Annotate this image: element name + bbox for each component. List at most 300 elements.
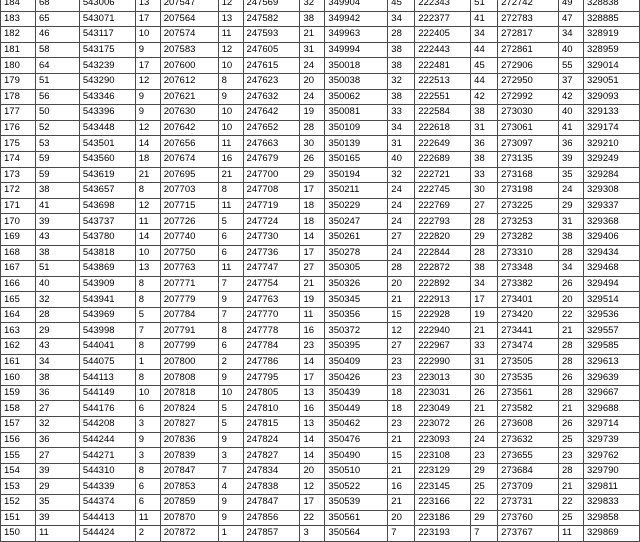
- table-cell[interactable]: 26: [559, 417, 584, 433]
- table-cell[interactable]: 29: [35, 323, 79, 339]
- table-cell[interactable]: 11: [218, 198, 243, 214]
- table-cell[interactable]: 544244: [79, 432, 135, 448]
- table-cell[interactable]: 222343: [415, 0, 471, 11]
- table-cell[interactable]: 350062: [325, 89, 388, 105]
- table-cell[interactable]: 53: [35, 136, 79, 152]
- table-cell[interactable]: 207674: [160, 151, 218, 167]
- table-cell[interactable]: 33: [471, 167, 498, 183]
- table-cell[interactable]: 9: [218, 510, 243, 526]
- table-cell[interactable]: 350439: [325, 385, 388, 401]
- table-cell[interactable]: 222513: [415, 73, 471, 89]
- table-cell[interactable]: 7: [135, 323, 160, 339]
- table-cell[interactable]: 273310: [498, 245, 559, 261]
- table-cell[interactable]: 273608: [498, 417, 559, 433]
- table-cell[interactable]: 543657: [79, 183, 135, 199]
- table-cell[interactable]: 7: [388, 526, 415, 542]
- table-cell[interactable]: 16: [388, 479, 415, 495]
- table-cell[interactable]: 350490: [325, 448, 388, 464]
- table-cell[interactable]: 273282: [498, 229, 559, 245]
- table-cell[interactable]: 350561: [325, 510, 388, 526]
- table-cell[interactable]: 273382: [498, 276, 559, 292]
- table-cell[interactable]: 273135: [498, 151, 559, 167]
- table-cell[interactable]: 543969: [79, 307, 135, 323]
- table-cell[interactable]: 24: [388, 198, 415, 214]
- table-cell[interactable]: 222481: [415, 58, 471, 74]
- table-cell[interactable]: 349904: [325, 0, 388, 11]
- table-cell[interactable]: 350564: [325, 526, 388, 542]
- table-cell[interactable]: 17: [300, 370, 325, 386]
- table-cell[interactable]: 42: [471, 89, 498, 105]
- table-cell[interactable]: 34: [559, 261, 584, 277]
- table-cell[interactable]: 6: [218, 245, 243, 261]
- table-cell[interactable]: 223049: [415, 401, 471, 417]
- table-cell[interactable]: 174: [1, 151, 36, 167]
- table-cell[interactable]: 543396: [79, 105, 135, 121]
- table-cell[interactable]: 222618: [415, 120, 471, 136]
- table-cell[interactable]: 272783: [498, 11, 559, 27]
- table-cell[interactable]: 32: [300, 0, 325, 11]
- table-cell[interactable]: 21: [388, 432, 415, 448]
- table-cell[interactable]: 247834: [243, 463, 300, 479]
- table-cell[interactable]: 28: [559, 339, 584, 355]
- table-cell[interactable]: 329368: [583, 214, 639, 230]
- table-cell[interactable]: 32: [388, 73, 415, 89]
- table-cell[interactable]: 31: [559, 214, 584, 230]
- table-cell[interactable]: 544413: [79, 510, 135, 526]
- table-cell[interactable]: 17: [300, 183, 325, 199]
- table-cell[interactable]: 165: [1, 292, 36, 308]
- table-cell[interactable]: 5: [218, 417, 243, 433]
- table-cell[interactable]: 207547: [160, 0, 218, 11]
- table-cell[interactable]: 222844: [415, 245, 471, 261]
- table-cell[interactable]: 154: [1, 463, 36, 479]
- table-cell[interactable]: 350165: [325, 151, 388, 167]
- table-cell[interactable]: 6: [135, 479, 160, 495]
- table-cell[interactable]: 182: [1, 27, 36, 43]
- table-cell[interactable]: 64: [35, 58, 79, 74]
- table-cell[interactable]: 222967: [415, 339, 471, 355]
- table-cell[interactable]: 35: [559, 167, 584, 183]
- table-cell[interactable]: 329337: [583, 198, 639, 214]
- table-cell[interactable]: 223108: [415, 448, 471, 464]
- table-cell[interactable]: 273767: [498, 526, 559, 542]
- table-cell[interactable]: 24: [300, 58, 325, 74]
- table-cell[interactable]: 350426: [325, 370, 388, 386]
- table-cell[interactable]: 329434: [583, 245, 639, 261]
- table-cell[interactable]: 12: [388, 323, 415, 339]
- table-cell[interactable]: 28: [388, 261, 415, 277]
- table-cell[interactable]: 3: [135, 448, 160, 464]
- table-cell[interactable]: 1: [135, 354, 160, 370]
- table-cell[interactable]: 34: [471, 276, 498, 292]
- table-cell[interactable]: 21: [135, 167, 160, 183]
- table-cell[interactable]: 350018: [325, 58, 388, 74]
- table-cell[interactable]: 29: [471, 229, 498, 245]
- table-cell[interactable]: 222443: [415, 42, 471, 58]
- table-cell[interactable]: 18: [300, 198, 325, 214]
- table-cell[interactable]: 247847: [243, 495, 300, 511]
- table-cell[interactable]: 17: [135, 11, 160, 27]
- table-cell[interactable]: 329667: [583, 385, 639, 401]
- table-cell[interactable]: 543560: [79, 151, 135, 167]
- table-cell[interactable]: 543619: [79, 167, 135, 183]
- table-cell[interactable]: 15: [388, 307, 415, 323]
- table-cell[interactable]: 329133: [583, 105, 639, 121]
- table-cell[interactable]: 16: [300, 401, 325, 417]
- table-cell[interactable]: 329811: [583, 479, 639, 495]
- table-cell[interactable]: 9: [135, 105, 160, 121]
- table-cell[interactable]: 17: [300, 495, 325, 511]
- table-cell[interactable]: 272992: [498, 89, 559, 105]
- table-cell[interactable]: 31: [471, 354, 498, 370]
- table-cell[interactable]: 176: [1, 120, 36, 136]
- table-cell[interactable]: 17: [300, 245, 325, 261]
- table-cell[interactable]: 247700: [243, 167, 300, 183]
- table-cell[interactable]: 167: [1, 261, 36, 277]
- table-cell[interactable]: 33: [388, 105, 415, 121]
- table-cell[interactable]: 350081: [325, 105, 388, 121]
- table-cell[interactable]: 28: [388, 27, 415, 43]
- table-cell[interactable]: 350510: [325, 463, 388, 479]
- table-cell[interactable]: 207695: [160, 167, 218, 183]
- table-cell[interactable]: 34: [388, 120, 415, 136]
- table-cell[interactable]: 543501: [79, 136, 135, 152]
- table-cell[interactable]: 350372: [325, 323, 388, 339]
- table-cell[interactable]: 38: [35, 370, 79, 386]
- table-cell[interactable]: 247838: [243, 479, 300, 495]
- table-cell[interactable]: 207784: [160, 307, 218, 323]
- table-cell[interactable]: 32: [388, 167, 415, 183]
- table-cell[interactable]: 21: [471, 323, 498, 339]
- table-cell[interactable]: 11: [559, 526, 584, 542]
- table-cell[interactable]: 247642: [243, 105, 300, 121]
- table-cell[interactable]: 329536: [583, 307, 639, 323]
- table-cell[interactable]: 45: [471, 58, 498, 74]
- table-cell[interactable]: 27: [35, 401, 79, 417]
- table-cell[interactable]: 544374: [79, 495, 135, 511]
- table-cell[interactable]: 223129: [415, 463, 471, 479]
- table-cell[interactable]: 164: [1, 307, 36, 323]
- table-cell[interactable]: 173: [1, 167, 36, 183]
- table-cell[interactable]: 222584: [415, 105, 471, 121]
- table-cell[interactable]: 8: [135, 183, 160, 199]
- table-cell[interactable]: 222649: [415, 136, 471, 152]
- table-cell[interactable]: 329613: [583, 354, 639, 370]
- table-cell[interactable]: 8: [135, 276, 160, 292]
- table-cell[interactable]: 12: [135, 198, 160, 214]
- table-cell[interactable]: 27: [300, 261, 325, 277]
- table-cell[interactable]: 18: [388, 401, 415, 417]
- table-cell[interactable]: 9: [218, 495, 243, 511]
- table-cell[interactable]: 8: [218, 183, 243, 199]
- table-cell[interactable]: 207703: [160, 183, 218, 199]
- table-cell[interactable]: 28: [559, 354, 584, 370]
- table-cell[interactable]: 10: [135, 27, 160, 43]
- table-cell[interactable]: 23: [388, 370, 415, 386]
- table-cell[interactable]: 544149: [79, 385, 135, 401]
- table-cell[interactable]: 329858: [583, 510, 639, 526]
- table-cell[interactable]: 273561: [498, 385, 559, 401]
- table-cell[interactable]: 544041: [79, 339, 135, 355]
- table-cell[interactable]: 30: [300, 136, 325, 152]
- table-cell[interactable]: 272906: [498, 58, 559, 74]
- table-cell[interactable]: 207740: [160, 229, 218, 245]
- table-cell[interactable]: 272861: [498, 42, 559, 58]
- table-cell[interactable]: 247724: [243, 214, 300, 230]
- table-cell[interactable]: 9: [135, 42, 160, 58]
- table-cell[interactable]: 273655: [498, 448, 559, 464]
- table-cell[interactable]: 207827: [160, 417, 218, 433]
- table-cell[interactable]: 28: [471, 245, 498, 261]
- table-cell[interactable]: 39: [35, 214, 79, 230]
- table-cell[interactable]: 19: [471, 307, 498, 323]
- table-cell[interactable]: 273253: [498, 214, 559, 230]
- table-cell[interactable]: 222689: [415, 151, 471, 167]
- table-cell[interactable]: 16: [300, 323, 325, 339]
- table-cell[interactable]: 329014: [583, 58, 639, 74]
- table-cell[interactable]: 207750: [160, 245, 218, 261]
- table-cell[interactable]: 178: [1, 89, 36, 105]
- table-cell[interactable]: 207824: [160, 401, 218, 417]
- table-cell[interactable]: 23: [559, 448, 584, 464]
- table-cell[interactable]: 14: [300, 354, 325, 370]
- table-cell[interactable]: 28: [559, 245, 584, 261]
- table-cell[interactable]: 153: [1, 479, 36, 495]
- table-cell[interactable]: 65: [35, 11, 79, 27]
- table-cell[interactable]: 7: [471, 526, 498, 542]
- table-cell[interactable]: 51: [35, 261, 79, 277]
- table-cell[interactable]: 45: [388, 0, 415, 11]
- table-cell[interactable]: 41: [471, 11, 498, 27]
- table-cell[interactable]: 543780: [79, 229, 135, 245]
- table-cell[interactable]: 273582: [498, 401, 559, 417]
- table-cell[interactable]: 50: [35, 105, 79, 121]
- table-cell[interactable]: 55: [559, 58, 584, 74]
- table-cell[interactable]: 161: [1, 354, 36, 370]
- table-cell[interactable]: 223031: [415, 385, 471, 401]
- table-cell[interactable]: 273535: [498, 370, 559, 386]
- table-cell[interactable]: 171: [1, 198, 36, 214]
- table-cell[interactable]: 10: [135, 245, 160, 261]
- table-cell[interactable]: 247615: [243, 58, 300, 74]
- table-cell[interactable]: 40: [388, 151, 415, 167]
- table-cell[interactable]: 170: [1, 214, 36, 230]
- table-cell[interactable]: 273474: [498, 339, 559, 355]
- table-cell[interactable]: 51: [471, 0, 498, 11]
- table-cell[interactable]: 329557: [583, 323, 639, 339]
- table-cell[interactable]: 349942: [325, 11, 388, 27]
- table-cell[interactable]: 14: [300, 432, 325, 448]
- table-cell[interactable]: 543909: [79, 276, 135, 292]
- table-cell[interactable]: 5: [135, 307, 160, 323]
- table-cell[interactable]: 152: [1, 495, 36, 511]
- table-cell[interactable]: 273441: [498, 323, 559, 339]
- table-cell[interactable]: 350139: [325, 136, 388, 152]
- table-cell[interactable]: 10: [218, 58, 243, 74]
- table-cell[interactable]: 273420: [498, 307, 559, 323]
- table-cell[interactable]: 7: [218, 276, 243, 292]
- table-cell[interactable]: 247857: [243, 526, 300, 542]
- table-cell[interactable]: 329833: [583, 495, 639, 511]
- table-cell[interactable]: 247786: [243, 354, 300, 370]
- table-cell[interactable]: 13: [300, 385, 325, 401]
- table-cell[interactable]: 207791: [160, 323, 218, 339]
- table-cell[interactable]: 247679: [243, 151, 300, 167]
- table-cell[interactable]: 207818: [160, 385, 218, 401]
- table-cell[interactable]: 56: [35, 89, 79, 105]
- table-cell[interactable]: 3: [135, 417, 160, 433]
- table-cell[interactable]: 207583: [160, 42, 218, 58]
- table-cell[interactable]: 11: [135, 510, 160, 526]
- table-cell[interactable]: 11: [218, 27, 243, 43]
- table-cell[interactable]: 20: [300, 463, 325, 479]
- table-cell[interactable]: 179: [1, 73, 36, 89]
- table-cell[interactable]: 207612: [160, 73, 218, 89]
- table-cell[interactable]: 11: [300, 307, 325, 323]
- table-cell[interactable]: 350356: [325, 307, 388, 323]
- table-cell[interactable]: 272742: [498, 0, 559, 11]
- table-cell[interactable]: 247763: [243, 292, 300, 308]
- table-cell[interactable]: 329051: [583, 73, 639, 89]
- table-cell[interactable]: 183: [1, 11, 36, 27]
- table-cell[interactable]: 46: [35, 27, 79, 43]
- table-cell[interactable]: 13: [135, 261, 160, 277]
- table-cell[interactable]: 28: [559, 463, 584, 479]
- table-cell[interactable]: 6: [218, 229, 243, 245]
- table-cell[interactable]: 24: [388, 245, 415, 261]
- table-cell[interactable]: 207621: [160, 89, 218, 105]
- table-cell[interactable]: 273225: [498, 198, 559, 214]
- table-cell[interactable]: 21: [388, 495, 415, 511]
- table-cell[interactable]: 8: [135, 339, 160, 355]
- table-cell[interactable]: 38: [388, 58, 415, 74]
- table-cell[interactable]: 24: [300, 89, 325, 105]
- table-cell[interactable]: 20: [559, 292, 584, 308]
- table-cell[interactable]: 247569: [243, 0, 300, 11]
- table-cell[interactable]: 207808: [160, 370, 218, 386]
- table-cell[interactable]: 150: [1, 526, 36, 542]
- table-cell[interactable]: 159: [1, 385, 36, 401]
- table-cell[interactable]: 273760: [498, 510, 559, 526]
- table-cell[interactable]: 207630: [160, 105, 218, 121]
- table-cell[interactable]: 24: [471, 432, 498, 448]
- table-cell[interactable]: 21: [471, 401, 498, 417]
- table-cell[interactable]: 155: [1, 448, 36, 464]
- table-cell[interactable]: 350449: [325, 401, 388, 417]
- table-cell[interactable]: 16: [218, 151, 243, 167]
- table-cell[interactable]: 222820: [415, 229, 471, 245]
- table-cell[interactable]: 7: [218, 307, 243, 323]
- table-cell[interactable]: 207847: [160, 463, 218, 479]
- table-cell[interactable]: 10: [218, 385, 243, 401]
- table-cell[interactable]: 328919: [583, 27, 639, 43]
- table-cell[interactable]: 247784: [243, 339, 300, 355]
- table-cell[interactable]: 156: [1, 432, 36, 448]
- table-cell[interactable]: 38: [471, 261, 498, 277]
- table-cell[interactable]: 177: [1, 105, 36, 121]
- table-cell[interactable]: 166: [1, 276, 36, 292]
- table-cell[interactable]: 273168: [498, 167, 559, 183]
- table-cell[interactable]: 27: [388, 229, 415, 245]
- table-cell[interactable]: 23: [388, 417, 415, 433]
- table-cell[interactable]: 37: [559, 73, 584, 89]
- table-cell[interactable]: 30: [471, 183, 498, 199]
- table-cell[interactable]: 247623: [243, 73, 300, 89]
- table-cell[interactable]: 10: [218, 105, 243, 121]
- table-cell[interactable]: 544176: [79, 401, 135, 417]
- table-cell[interactable]: 20: [300, 73, 325, 89]
- table-cell[interactable]: 328838: [583, 0, 639, 11]
- table-cell[interactable]: 21: [300, 276, 325, 292]
- table-cell[interactable]: 247805: [243, 385, 300, 401]
- table-cell[interactable]: 329790: [583, 463, 639, 479]
- table-cell[interactable]: 162: [1, 339, 36, 355]
- table-cell[interactable]: 30: [471, 370, 498, 386]
- table-cell[interactable]: 33: [471, 339, 498, 355]
- table-cell[interactable]: 18: [388, 385, 415, 401]
- table-cell[interactable]: 184: [1, 0, 36, 11]
- table-cell[interactable]: 543941: [79, 292, 135, 308]
- table-cell[interactable]: 27: [471, 198, 498, 214]
- table-cell[interactable]: 207836: [160, 432, 218, 448]
- table-cell[interactable]: 25: [559, 432, 584, 448]
- table-cell[interactable]: 47: [559, 11, 584, 27]
- table-cell[interactable]: 329714: [583, 417, 639, 433]
- table-cell[interactable]: 21: [388, 463, 415, 479]
- table-cell[interactable]: 24: [559, 183, 584, 199]
- table-cell[interactable]: 40: [559, 105, 584, 121]
- table-cell[interactable]: 349994: [325, 42, 388, 58]
- table-cell[interactable]: 207853: [160, 479, 218, 495]
- table-cell[interactable]: 8: [135, 292, 160, 308]
- table-cell[interactable]: 38: [559, 229, 584, 245]
- table-cell[interactable]: 23: [471, 448, 498, 464]
- table-cell[interactable]: 9: [218, 370, 243, 386]
- table-cell[interactable]: 39: [559, 151, 584, 167]
- table-cell[interactable]: 247778: [243, 323, 300, 339]
- table-cell[interactable]: 26: [471, 385, 498, 401]
- table-cell[interactable]: 6: [135, 495, 160, 511]
- table-cell[interactable]: 29: [35, 479, 79, 495]
- table-cell[interactable]: 247824: [243, 432, 300, 448]
- table-cell[interactable]: 543290: [79, 73, 135, 89]
- table-cell[interactable]: 14: [300, 448, 325, 464]
- table-cell[interactable]: 247632: [243, 89, 300, 105]
- table-cell[interactable]: 272817: [498, 27, 559, 43]
- table-cell[interactable]: 329249: [583, 151, 639, 167]
- table-cell[interactable]: 543869: [79, 261, 135, 277]
- table-cell[interactable]: 6: [135, 401, 160, 417]
- table-cell[interactable]: 44: [471, 73, 498, 89]
- table-cell[interactable]: 543006: [79, 0, 135, 11]
- table-cell[interactable]: 12: [218, 42, 243, 58]
- table-cell[interactable]: 44: [471, 42, 498, 58]
- table-cell[interactable]: 40: [559, 42, 584, 58]
- table-cell[interactable]: 38: [35, 245, 79, 261]
- table-cell[interactable]: 207763: [160, 261, 218, 277]
- table-cell[interactable]: 247815: [243, 417, 300, 433]
- table-cell[interactable]: 19: [300, 105, 325, 121]
- table-cell[interactable]: 12: [135, 120, 160, 136]
- table-cell[interactable]: 34: [388, 11, 415, 27]
- table-cell[interactable]: 223145: [415, 479, 471, 495]
- table-cell[interactable]: 222377: [415, 11, 471, 27]
- table-cell[interactable]: 32: [35, 417, 79, 433]
- table-cell[interactable]: 222892: [415, 276, 471, 292]
- table-cell[interactable]: 43: [35, 339, 79, 355]
- table-cell[interactable]: 273632: [498, 432, 559, 448]
- table-cell[interactable]: 207859: [160, 495, 218, 511]
